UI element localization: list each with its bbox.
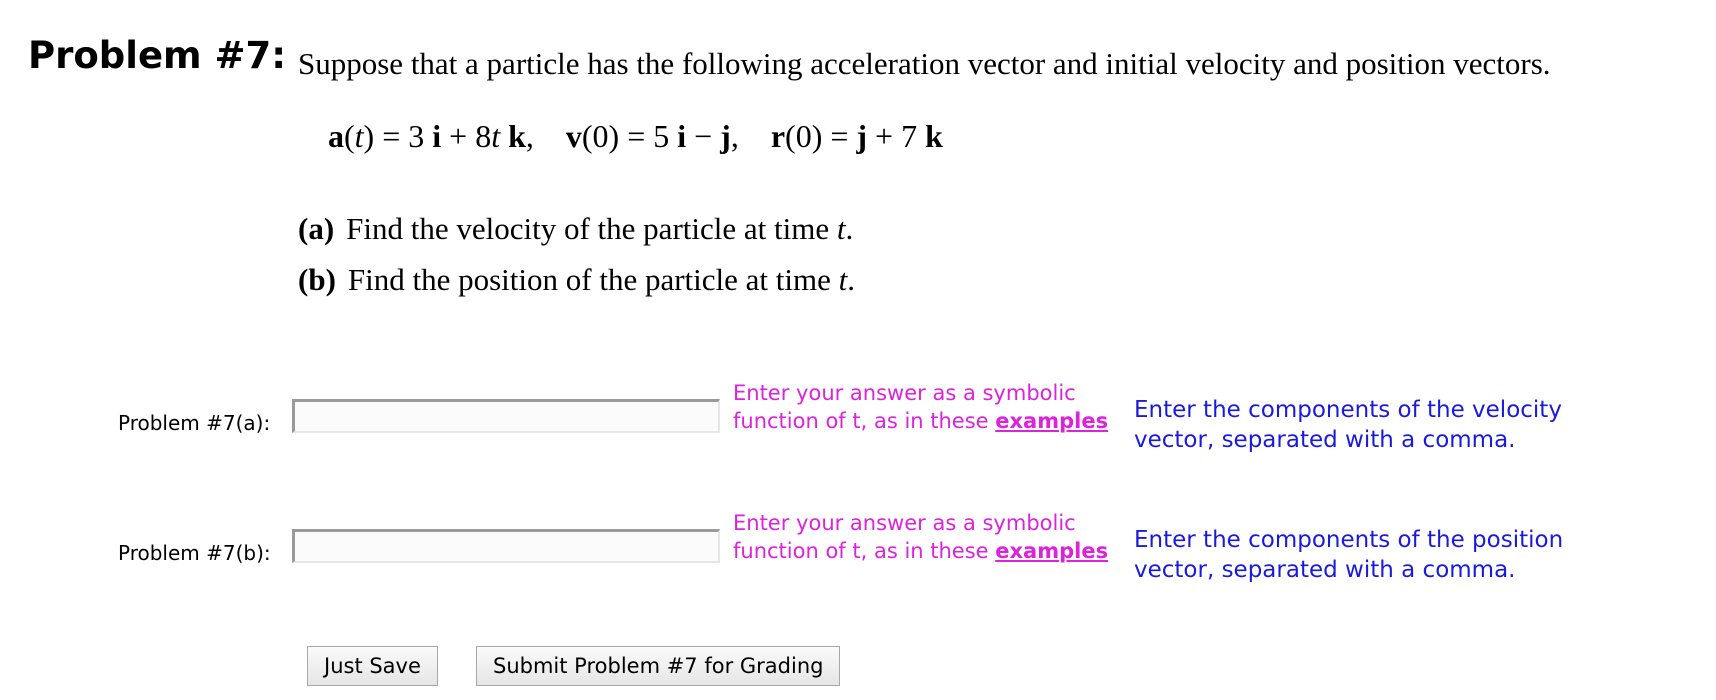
hint-text: Enter your answer as a symbolic function of t, as in these <box>733 381 1076 433</box>
unit-vector-j: j <box>720 118 731 154</box>
equation-text: (0) = <box>785 118 857 154</box>
velocity-symbol: v <box>565 118 582 154</box>
note-a: Enter the components of the velocity vector, separated with a comma. <box>1134 397 1562 453</box>
answer-input-b[interactable] <box>292 529 720 563</box>
part-var: t <box>838 262 848 297</box>
equation-text: − <box>686 118 721 154</box>
hint-text: Enter your answer as a symbolic function of t, as in these <box>733 511 1076 563</box>
unit-vector-j: j <box>856 118 868 154</box>
part-a <box>298 211 853 247</box>
part-b <box>298 262 855 298</box>
equation-text: (0) = 5 <box>581 118 678 154</box>
answer-label-a: Problem #7(a): <box>118 411 271 435</box>
unit-vector-k: k <box>925 118 943 154</box>
problem-intro: Suppose that a particle has the following acceleration vector and initial velocity and position vectors. <box>298 46 1551 81</box>
equation-text: (t) <box>344 118 375 154</box>
acceleration-symbol: a <box>328 118 344 154</box>
equation-text: + 7 <box>867 118 926 154</box>
part-end: . <box>845 211 854 246</box>
part-var: t <box>836 211 846 246</box>
unit-vector-i: i <box>432 118 442 154</box>
submit-button[interactable]: Submit Problem #7 for Grading <box>476 646 840 686</box>
unit-vector-k: k <box>500 118 526 154</box>
problem-title: Problem #7: <box>28 34 287 77</box>
hint-a <box>733 379 1113 435</box>
equation-text: = 3 <box>374 118 433 154</box>
vector-equations <box>328 118 943 155</box>
part-end: . <box>847 262 855 297</box>
time-variable: t <box>491 118 501 154</box>
position-symbol: r <box>770 118 786 154</box>
part-text: Find the position of the particle at time <box>347 262 839 297</box>
just-save-button[interactable]: Just Save <box>307 646 438 686</box>
examples-link[interactable]: examples <box>995 539 1109 563</box>
part-text: Find the velocity of the particle at time <box>346 211 837 246</box>
equation-separator: , <box>525 118 566 154</box>
equation-text: + 8 <box>441 118 492 154</box>
examples-link[interactable]: examples <box>995 409 1109 433</box>
part-letter: (b) <box>298 262 336 297</box>
equation-separator: , <box>730 118 771 154</box>
part-letter: (a) <box>298 211 335 246</box>
note-b: Enter the components of the position vector, separated with a comma. <box>1134 527 1564 583</box>
answer-label-b: Problem #7(b): <box>118 541 271 565</box>
hint-b <box>733 509 1113 565</box>
unit-vector-i: i <box>677 118 687 154</box>
answer-input-a[interactable] <box>292 399 720 433</box>
